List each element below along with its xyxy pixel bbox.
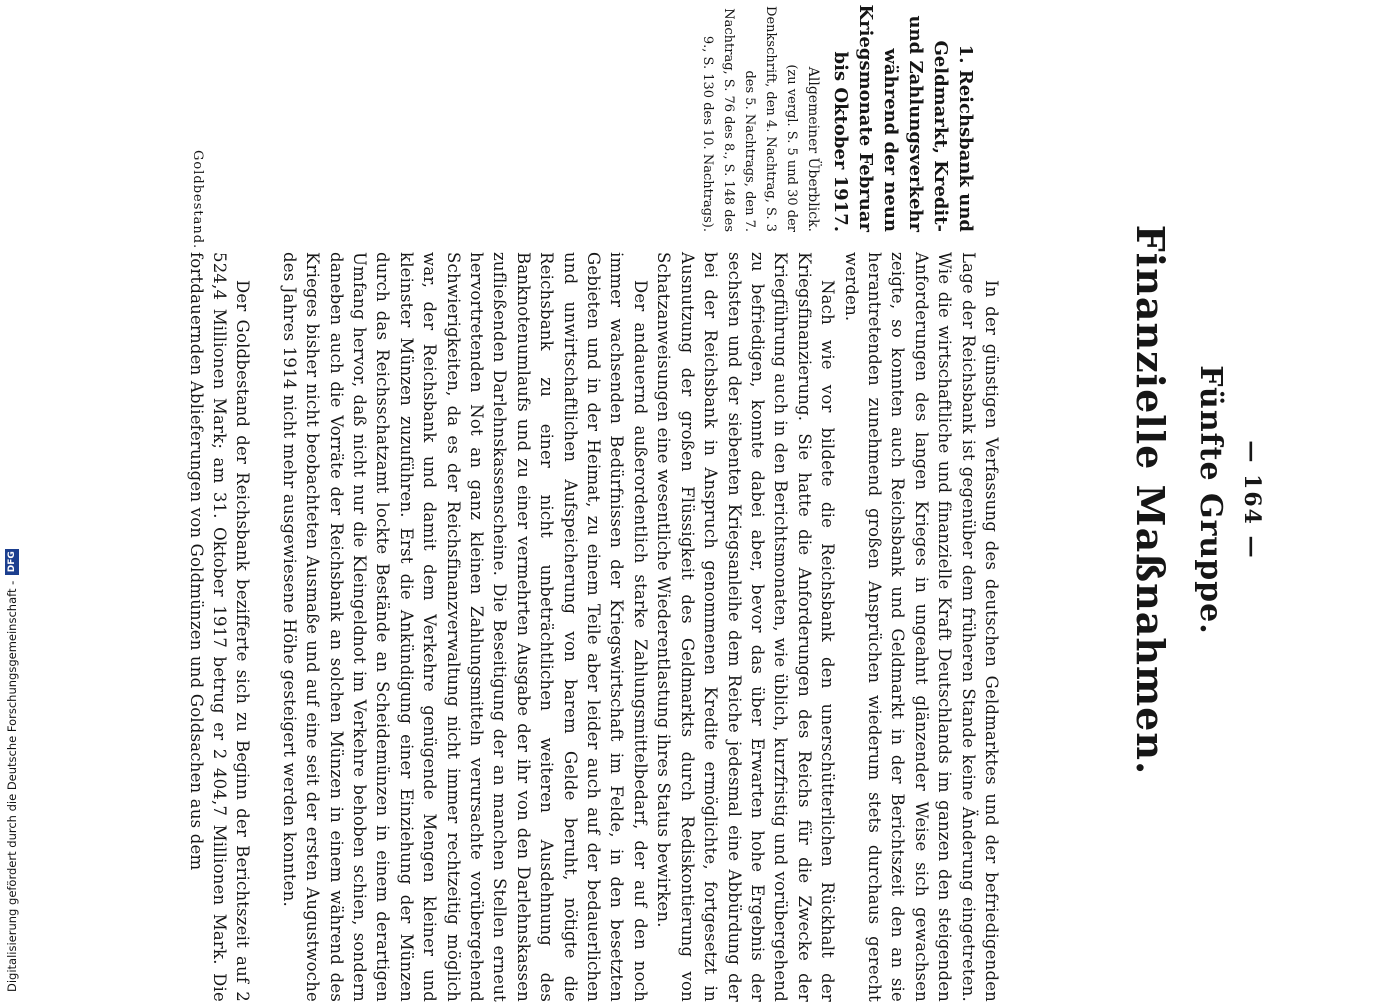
margin-overview: Allgemeiner Überblick.: [805, 66, 821, 232]
dfg-logo: DFG: [5, 549, 19, 575]
margin-references: (zu vergl. S. 5 und 30 der Denkschrift, den 4. Nachtrag, S. 3 des 5. Nachtrags, den 7. Nachtrag, S. 76 des 8., S. 148 des 9., S. 130 des 10. Nachtrags).: [700, 6, 799, 232]
paragraph-3: Der andauernd außerordentlich starke Zahlungsmittelbedarf, der auf den noch immer wachsenden Bedürfnissen der Kriegswirtschaft im Felde, in den besetzten Gebieten und in der Heimat, zu einem Teile aber leider auch auf der bedauerlichen und unwirtschaftlichen Aufspeicherung von barem Gelde beruht, nötigte die Reichsbank zu einer nicht unbeträchtlichen weiteren Ausdehnung des Banknotenumlaufs und zu einer vermehrten Ausgabe der ihr von den Darlehnskassen zufließenden Darlehnskassenscheine. Die Beseitigung der an manchen Stellen erneut hervortretenden Not an ganz kleinen Zahlungsmitteln verursachte vorübergehend Schwierigkeiten, da es der Reichsfinanzverwaltung nicht immer rechtzeitig möglich war, der Reichsbank und damit dem Verkehre genügende Mengen kleiner und kleinster Münzen zuzuführen. Erst die Ankündigung einer Einziehung der Münzen durch das Reichsschatzamt lockte Bestände an Scheidemünzen in einem derartigen Umfang hervor, daß nicht nur die Kleingeldnot im Verkehre behoben schien, sondern daneben auch die Vorräte der Reichsbank an solchen Münzen in einem während des Krieges bisher nicht beobachteten Ausmaße und auf eine seit der ersten Augustwoche des Jahres 1914 nicht mehr ausgewiesene Höhe gesteigert werden konnten.: [279, 252, 650, 1002]
body-text: [184, 252, 1003, 1002]
page-number: — 164 —: [1239, 440, 1265, 560]
credit-text: Digitalisierung gefördert durch die Deutsche Forschungsgemeinschaft -: [5, 580, 19, 992]
paragraph-1: In der günstigen Verfassung des deutschen Geldmarktes und der befriedigenden Lage der Reichsbank ist gegenüber dem früheren Stande keine Änderung eingetreten. Wie die wirtschaftliche und finanzielle Kraft Deutschlands im ganzen den steigenden Anforderungen des langen Krieges in ungeahnt glänzender Weise sich gewachsen zeigte, so konnten auch Reichsbank und Geldmarkt in der Berichtszeit den an sie herantretenden zunehmend großen Ansprüchen wiederum stets durchaus gerecht werden.: [841, 252, 1001, 1002]
margin-note: [697, 0, 978, 232]
section-title: Finanzielle Maßnahmen.: [1128, 224, 1173, 776]
paragraph-2: Nach wie vor bildete die Reichsbank den unerschütterlichen Rückhalt der Kriegsfinanzierung. Sie hatte die Anforderungen des Reichs für die Zwecke der Kriegführung auch in den Berichtsmonaten, wie üblich, kurzfristig und vorübergehend zu befriedigen, konnte dabei aber, bevor das über Erwarten hohe Ergebnis der sechsten und der siebenten Kriegsanleihe dem Reiche jedesmal eine Abbürdung der bei der Reichsbank in Anspruch genommenen Kredite ermöglichte, fortgesetzt in Ausnutzung der großen Flüssigkeit des Geldmarkts durch Rediskontierung von Schatzanweisungen eine wesentliche Wiederentlastung ihres Status bewirken.: [654, 252, 838, 1002]
margin-heading: 1. Reichsbank und Geldmarkt, Kredit- und Zahlungsverkehr während der neun Kriegsmonate Februar bis Oktober 1917.: [830, 4, 976, 232]
paragraph-4: Der Goldbestand der Reichsbank bezifferte sich zu Beginn der Berichtszeit auf 2 524,4 Millionen Mark; am 31. Oktober 1917 betrug er 2 404,7 Millionen Mark. Die fortdauernden Ablieferungen von Goldmünzen und Goldsachen aus dem: [186, 252, 253, 1002]
group-title: Fünfte Gruppe.: [1193, 365, 1228, 635]
margin-gold-label: Goldbestand.: [190, 150, 205, 250]
digitization-credit: [0, 0, 24, 1000]
